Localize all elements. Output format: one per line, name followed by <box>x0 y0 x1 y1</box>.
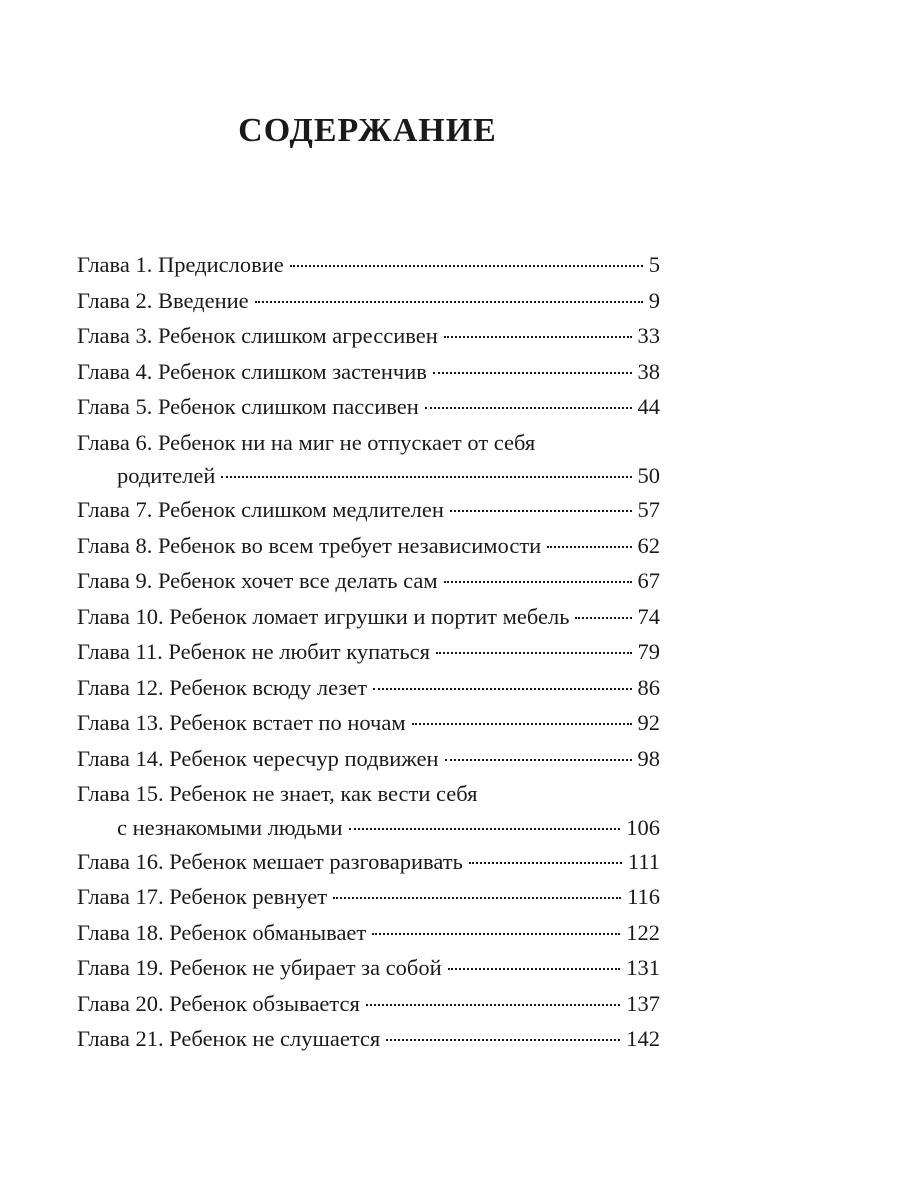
toc-page-number: 137 <box>626 990 660 1016</box>
toc-line <box>77 812 660 844</box>
dot-leader <box>425 407 632 409</box>
toc-entry-title: Глава 16. Ребенок мешает разговаривать <box>77 848 463 874</box>
toc-page-number: 142 <box>626 1026 660 1051</box>
toc-entry <box>77 634 660 670</box>
dot-leader <box>450 510 632 512</box>
toc-entry <box>77 283 660 319</box>
toc-page-number: 74 <box>637 603 660 629</box>
toc-entry-title: Глава 11. Ребенок не любит купаться <box>77 639 430 664</box>
toc-entry-title: Глава 13. Ребенок встает по ночам <box>77 710 406 735</box>
toc-page-number: 86 <box>637 674 660 700</box>
toc-page-number: 79 <box>637 639 660 664</box>
toc-entry-title: Глава 10. Ребенок ломает игрушки и портит мебель <box>77 603 570 629</box>
toc-page-number: 50 <box>637 463 660 488</box>
toc-page-number: 122 <box>626 919 660 945</box>
toc-entry <box>77 950 660 986</box>
dot-leader <box>372 933 620 935</box>
dot-leader <box>412 723 632 725</box>
toc-line <box>77 670 660 706</box>
toc-entry-title: Глава 1. Предисловие <box>77 252 284 277</box>
toc-line <box>77 915 660 951</box>
toc-line <box>77 563 660 599</box>
toc-page-number: 116 <box>627 884 660 909</box>
toc-entry-title: Глава 2. Введение <box>77 287 249 313</box>
toc-entry-title: родителей <box>117 463 216 488</box>
toc-line <box>77 705 660 741</box>
dot-leader <box>349 828 621 830</box>
toc-entry <box>77 318 660 354</box>
toc-line <box>77 879 660 915</box>
toc-line <box>77 318 660 354</box>
dot-leader <box>547 546 631 548</box>
toc-entry <box>77 776 660 844</box>
toc-line <box>77 389 660 425</box>
toc-entry <box>77 599 660 635</box>
toc-line <box>77 1021 660 1057</box>
toc-line <box>77 844 660 880</box>
toc-entry-title: Глава 17. Ребенок ревнует <box>77 884 328 909</box>
toc-line <box>77 492 660 528</box>
dot-leader <box>433 372 632 374</box>
dot-leader <box>255 301 643 303</box>
dot-leader <box>386 1039 620 1041</box>
toc-page-number: 92 <box>637 710 660 735</box>
dot-leader <box>221 476 631 478</box>
toc-entry-title: Глава 12. Ребенок всюду лезет <box>77 674 368 700</box>
toc-line <box>77 986 660 1022</box>
toc-page-number: 5 <box>648 252 660 277</box>
toc-entry <box>77 670 660 706</box>
toc-line <box>77 283 660 319</box>
toc-entry-title: Глава 7. Ребенок слишком медлителен <box>77 497 444 522</box>
toc-page-number: 62 <box>637 532 660 558</box>
toc-entry <box>77 425 660 493</box>
toc-entry-title: Глава 8. Ребенок во всем требует независимости <box>77 532 542 558</box>
toc-line <box>77 776 660 812</box>
toc-entry-title: Глава 3. Ребенок слишком агрессивен <box>77 323 438 348</box>
toc-entry <box>77 741 660 777</box>
toc-entry <box>77 247 660 283</box>
dot-leader <box>290 265 643 267</box>
toc-line <box>77 741 660 777</box>
toc-page-number: 111 <box>627 848 660 874</box>
toc-page-number: 67 <box>637 568 660 593</box>
toc-line <box>77 528 660 564</box>
toc-page-number: 38 <box>637 358 660 384</box>
toc-line <box>77 460 660 492</box>
toc-entry <box>77 915 660 951</box>
toc-entry <box>77 879 660 915</box>
toc-entry <box>77 389 660 425</box>
toc-entry <box>77 492 660 528</box>
toc-page-number: 33 <box>637 323 660 348</box>
dot-leader <box>444 581 632 583</box>
dot-leader <box>575 617 631 619</box>
toc-entry-title: Глава 19. Ребенок не убирает за собой <box>77 955 442 980</box>
toc-entry-title: Глава 5. Ребенок слишком пассивен <box>77 394 419 419</box>
toc-page-number: 131 <box>626 955 660 980</box>
toc-entry-title: Глава 21. Ребенок не слушается <box>77 1026 381 1051</box>
table-of-contents <box>77 247 660 1057</box>
toc-page-number: 106 <box>626 814 660 840</box>
dot-leader <box>333 897 621 899</box>
toc-entry-title: Глава 14. Ребенок чересчур подвижен <box>77 745 439 771</box>
toc-entry <box>77 528 660 564</box>
toc-line <box>77 950 660 986</box>
toc-entry <box>77 844 660 880</box>
page-title: СОДЕРЖАНИЕ <box>238 112 497 149</box>
toc-entry <box>77 563 660 599</box>
dot-leader <box>373 688 631 690</box>
toc-entry <box>77 1021 660 1057</box>
dot-leader <box>444 336 632 338</box>
dot-leader <box>445 759 632 761</box>
toc-line <box>77 599 660 635</box>
toc-entry <box>77 705 660 741</box>
toc-entry-title: Глава 18. Ребенок обманывает <box>77 919 367 945</box>
dot-leader <box>448 968 621 970</box>
toc-entry-title: Глава 15. Ребенок не знает, как вести себя <box>77 781 478 806</box>
toc-entry <box>77 986 660 1022</box>
toc-entry-title: Глава 20. Ребенок обзывается <box>77 990 360 1016</box>
toc-line <box>77 354 660 390</box>
toc-entry-title: Глава 6. Ребенок ни на миг не отпускает от себя <box>77 429 536 455</box>
toc-entry-title: Глава 4. Ребенок слишком застенчив <box>77 358 427 384</box>
toc-line <box>77 425 660 461</box>
toc-entry-title: с незнакомыми людьми <box>117 814 343 840</box>
toc-line <box>77 634 660 670</box>
toc-line <box>77 247 660 283</box>
toc-entry <box>77 354 660 390</box>
toc-page-number: 9 <box>648 287 660 313</box>
dot-leader <box>366 1004 620 1006</box>
toc-page-number: 44 <box>637 394 660 419</box>
dot-leader <box>469 862 622 864</box>
toc-page-number: 98 <box>637 745 660 771</box>
toc-page-number: 57 <box>637 497 660 522</box>
dot-leader <box>436 652 632 654</box>
toc-entry-title: Глава 9. Ребенок хочет все делать сам <box>77 568 438 593</box>
